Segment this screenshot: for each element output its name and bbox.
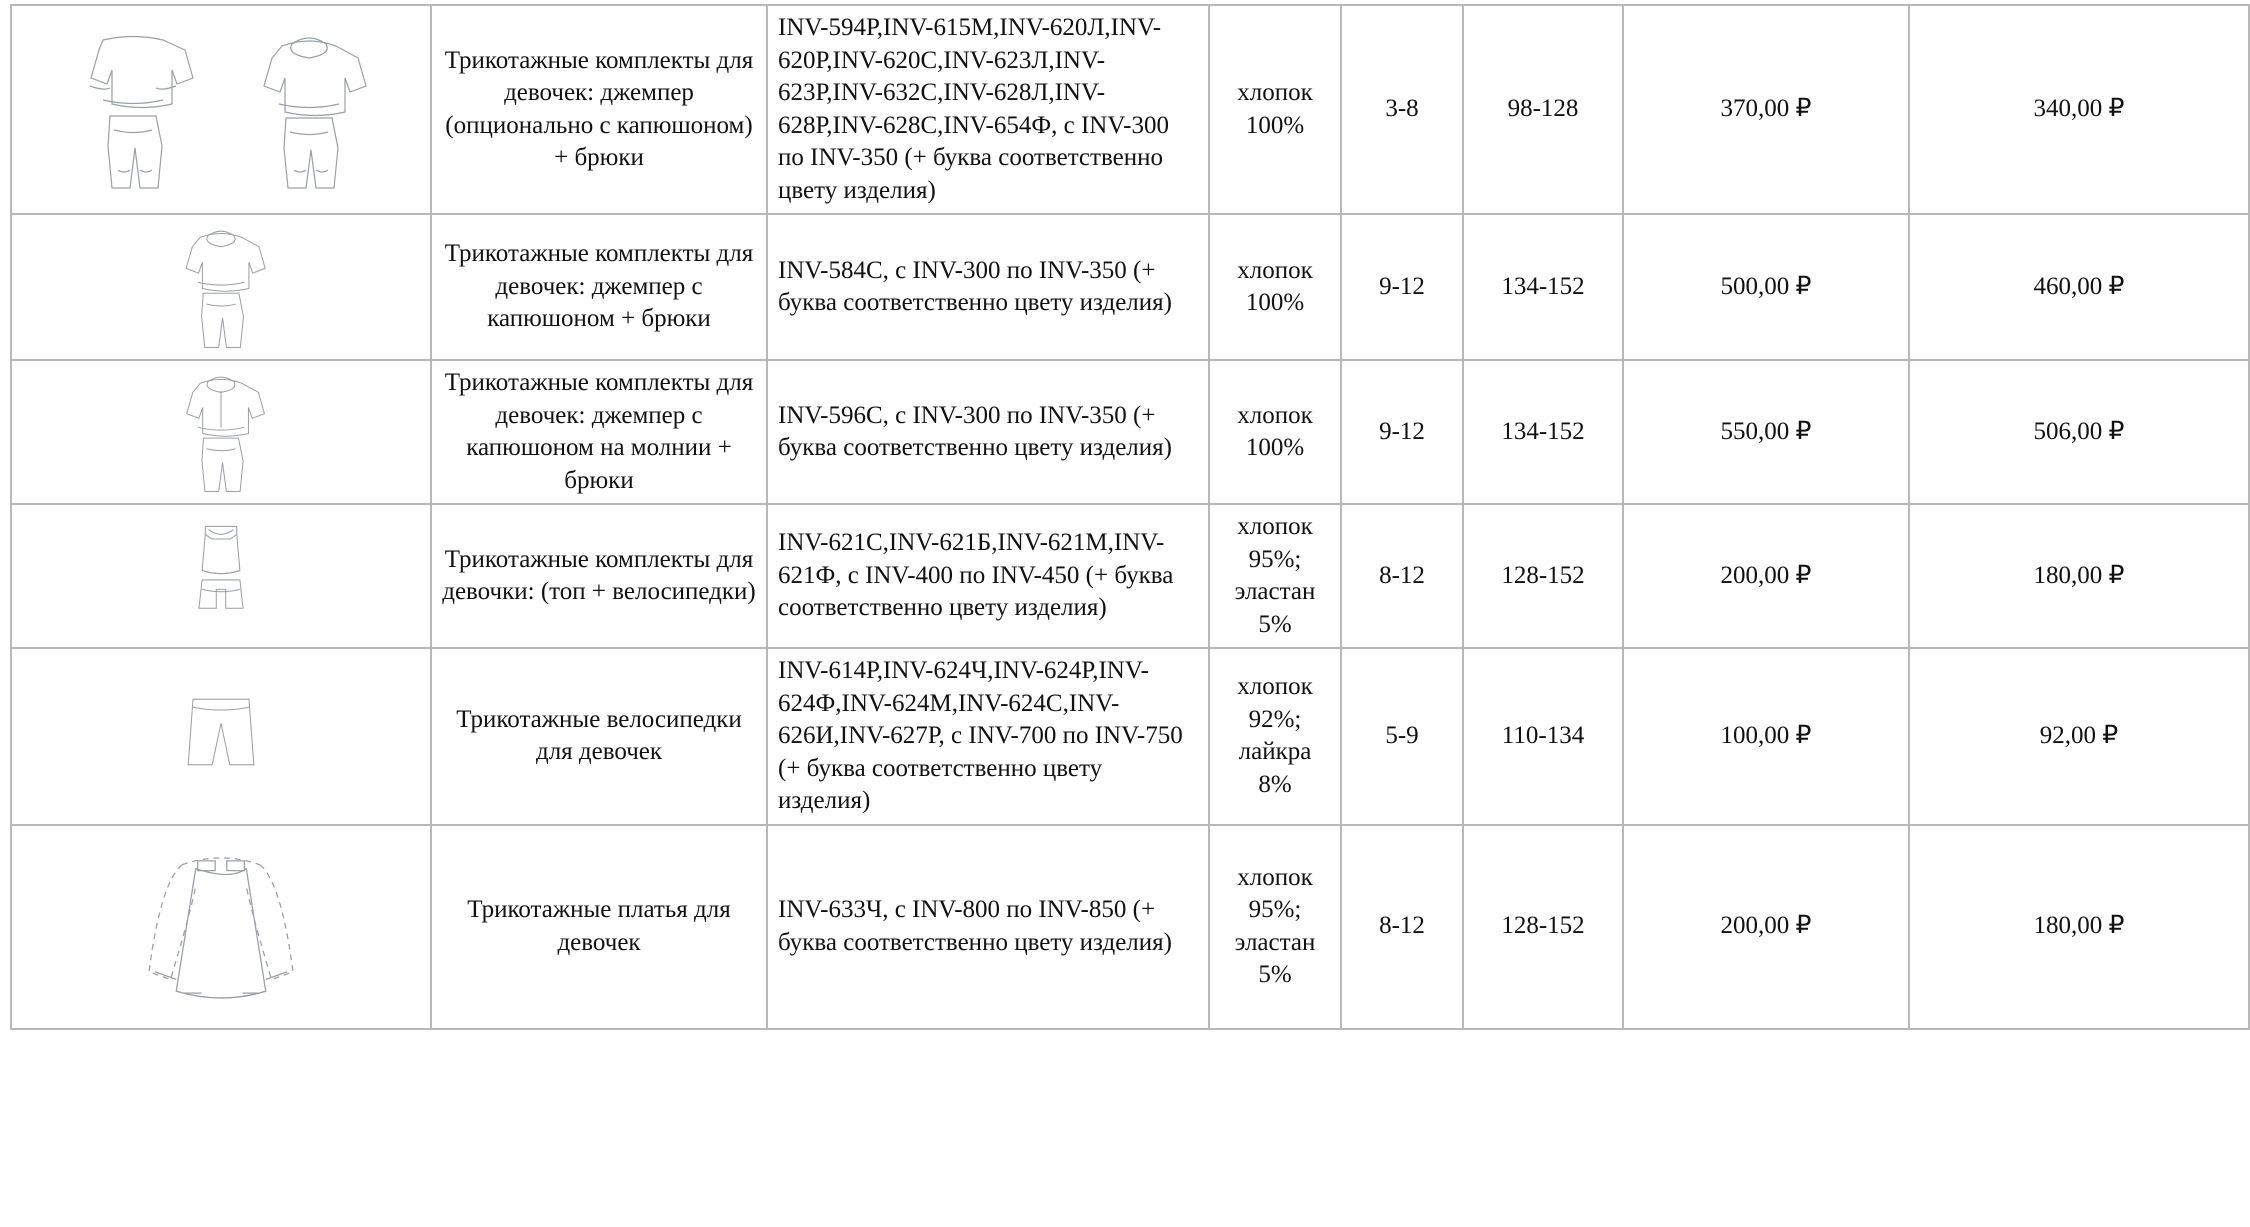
dress-sketch-icon <box>114 837 328 1017</box>
product-age: 9-12 <box>1341 214 1463 360</box>
sketch-group <box>22 837 420 1017</box>
product-composition: хлопок 95%; эластан 5% <box>1209 504 1341 648</box>
product-price-table <box>10 4 2250 1030</box>
product-name: Трикотажные платья для девочек <box>431 825 767 1029</box>
table-row <box>11 825 2249 1029</box>
zip-hoodie-pants-sketch-icon <box>162 371 280 493</box>
product-price-old: 200,00 ₽ <box>1623 825 1909 1029</box>
product-articles: INV-594Р,INV-615М,INV-620Л,INV-620Р,INV-620С,INV-623Л,INV-623Р,INV-632С,INV-628Л,INV-628Р,INV-628С,INV-654Ф, с INV-300 по INV-350 (+ буква соответственно цвету изделия) <box>767 5 1209 214</box>
product-price-new: 340,00 ₽ <box>1909 5 2249 214</box>
price-list-sheet <box>0 4 2250 1227</box>
sketch-group <box>22 688 420 784</box>
top-bike-shorts-sketch-icon <box>173 517 269 635</box>
product-age: 8-12 <box>1341 504 1463 648</box>
product-name: Трикотажные комплекты для девочек: джемпер с капюшоном на молнии + брюки <box>431 360 767 504</box>
hooded-sweatshirt-pants-sketch-icon <box>234 30 384 190</box>
product-name: Трикотажные комплекты для девочек: джемпер с капюшоном + брюки <box>431 214 767 360</box>
product-size: 134-152 <box>1463 360 1623 504</box>
product-size: 134-152 <box>1463 214 1623 360</box>
product-composition: хлопок 92%; лайкра 8% <box>1209 648 1341 825</box>
product-articles: INV-614Р,INV-624Ч,INV-624Р,INV-624Ф,INV-624М,INV-624С,INV-626И,INV-627Р, с INV-700 по INV-750 (+ буква соответственно цвету изделия) <box>767 648 1209 825</box>
product-age: 9-12 <box>1341 360 1463 504</box>
table-row <box>11 5 2249 214</box>
table-row <box>11 214 2249 360</box>
product-name: Трикотажные комплекты для девочки: (топ + велосипедки) <box>431 504 767 648</box>
product-image-cell <box>11 360 431 504</box>
sketch-group <box>22 225 420 349</box>
product-articles: INV-621С,INV-621Б,INV-621М,INV-621Ф, с INV-400 по INV-450 (+ буква соответственно цвету изделия) <box>767 504 1209 648</box>
product-price-old: 200,00 ₽ <box>1623 504 1909 648</box>
product-articles: INV-596С, с INV-300 по INV-350 (+ буква соответственно цвету изделия) <box>767 360 1209 504</box>
sketch-group <box>22 517 420 635</box>
product-price-old: 500,00 ₽ <box>1623 214 1909 360</box>
product-name: Трикотажные велосипедки для девочек <box>431 648 767 825</box>
product-size: 128-152 <box>1463 504 1623 648</box>
table-row <box>11 648 2249 825</box>
product-price-old: 370,00 ₽ <box>1623 5 1909 214</box>
product-articles: INV-584С, с INV-300 по INV-350 (+ буква соответственно цвету изделия) <box>767 214 1209 360</box>
product-size: 128-152 <box>1463 825 1623 1029</box>
table-row <box>11 504 2249 648</box>
product-articles: INV-633Ч, с INV-800 по INV-850 (+ буква соответственно цвету изделия) <box>767 825 1209 1029</box>
product-name: Трикотажные комплекты для девочек: джемпер (опционально с капюшоном) + брюки <box>431 5 767 214</box>
product-price-old: 550,00 ₽ <box>1623 360 1909 504</box>
product-price-new: 92,00 ₽ <box>1909 648 2249 825</box>
product-composition: хлопок 100% <box>1209 214 1341 360</box>
product-image-cell <box>11 648 431 825</box>
product-price-old: 100,00 ₽ <box>1623 648 1909 825</box>
sweatshirt-pants-sketch-icon <box>58 30 208 190</box>
sketch-group <box>22 371 420 493</box>
product-image-cell <box>11 825 431 1029</box>
product-composition: хлопок 100% <box>1209 5 1341 214</box>
product-age: 8-12 <box>1341 825 1463 1029</box>
product-image-cell <box>11 504 431 648</box>
bike-shorts-sketch-icon <box>167 688 275 784</box>
product-price-new: 180,00 ₽ <box>1909 504 2249 648</box>
product-image-cell <box>11 5 431 214</box>
product-price-new: 460,00 ₽ <box>1909 214 2249 360</box>
product-image-cell <box>11 214 431 360</box>
product-size: 110-134 <box>1463 648 1623 825</box>
product-age: 5-9 <box>1341 648 1463 825</box>
sketch-group <box>22 30 420 190</box>
product-composition: хлопок 95%; эластан 5% <box>1209 825 1341 1029</box>
hoodie-pants-sketch-icon <box>161 225 281 349</box>
product-size: 98-128 <box>1463 5 1623 214</box>
product-price-new: 180,00 ₽ <box>1909 825 2249 1029</box>
table-row <box>11 360 2249 504</box>
product-price-new: 506,00 ₽ <box>1909 360 2249 504</box>
product-age: 3-8 <box>1341 5 1463 214</box>
product-composition: хлопок 100% <box>1209 360 1341 504</box>
